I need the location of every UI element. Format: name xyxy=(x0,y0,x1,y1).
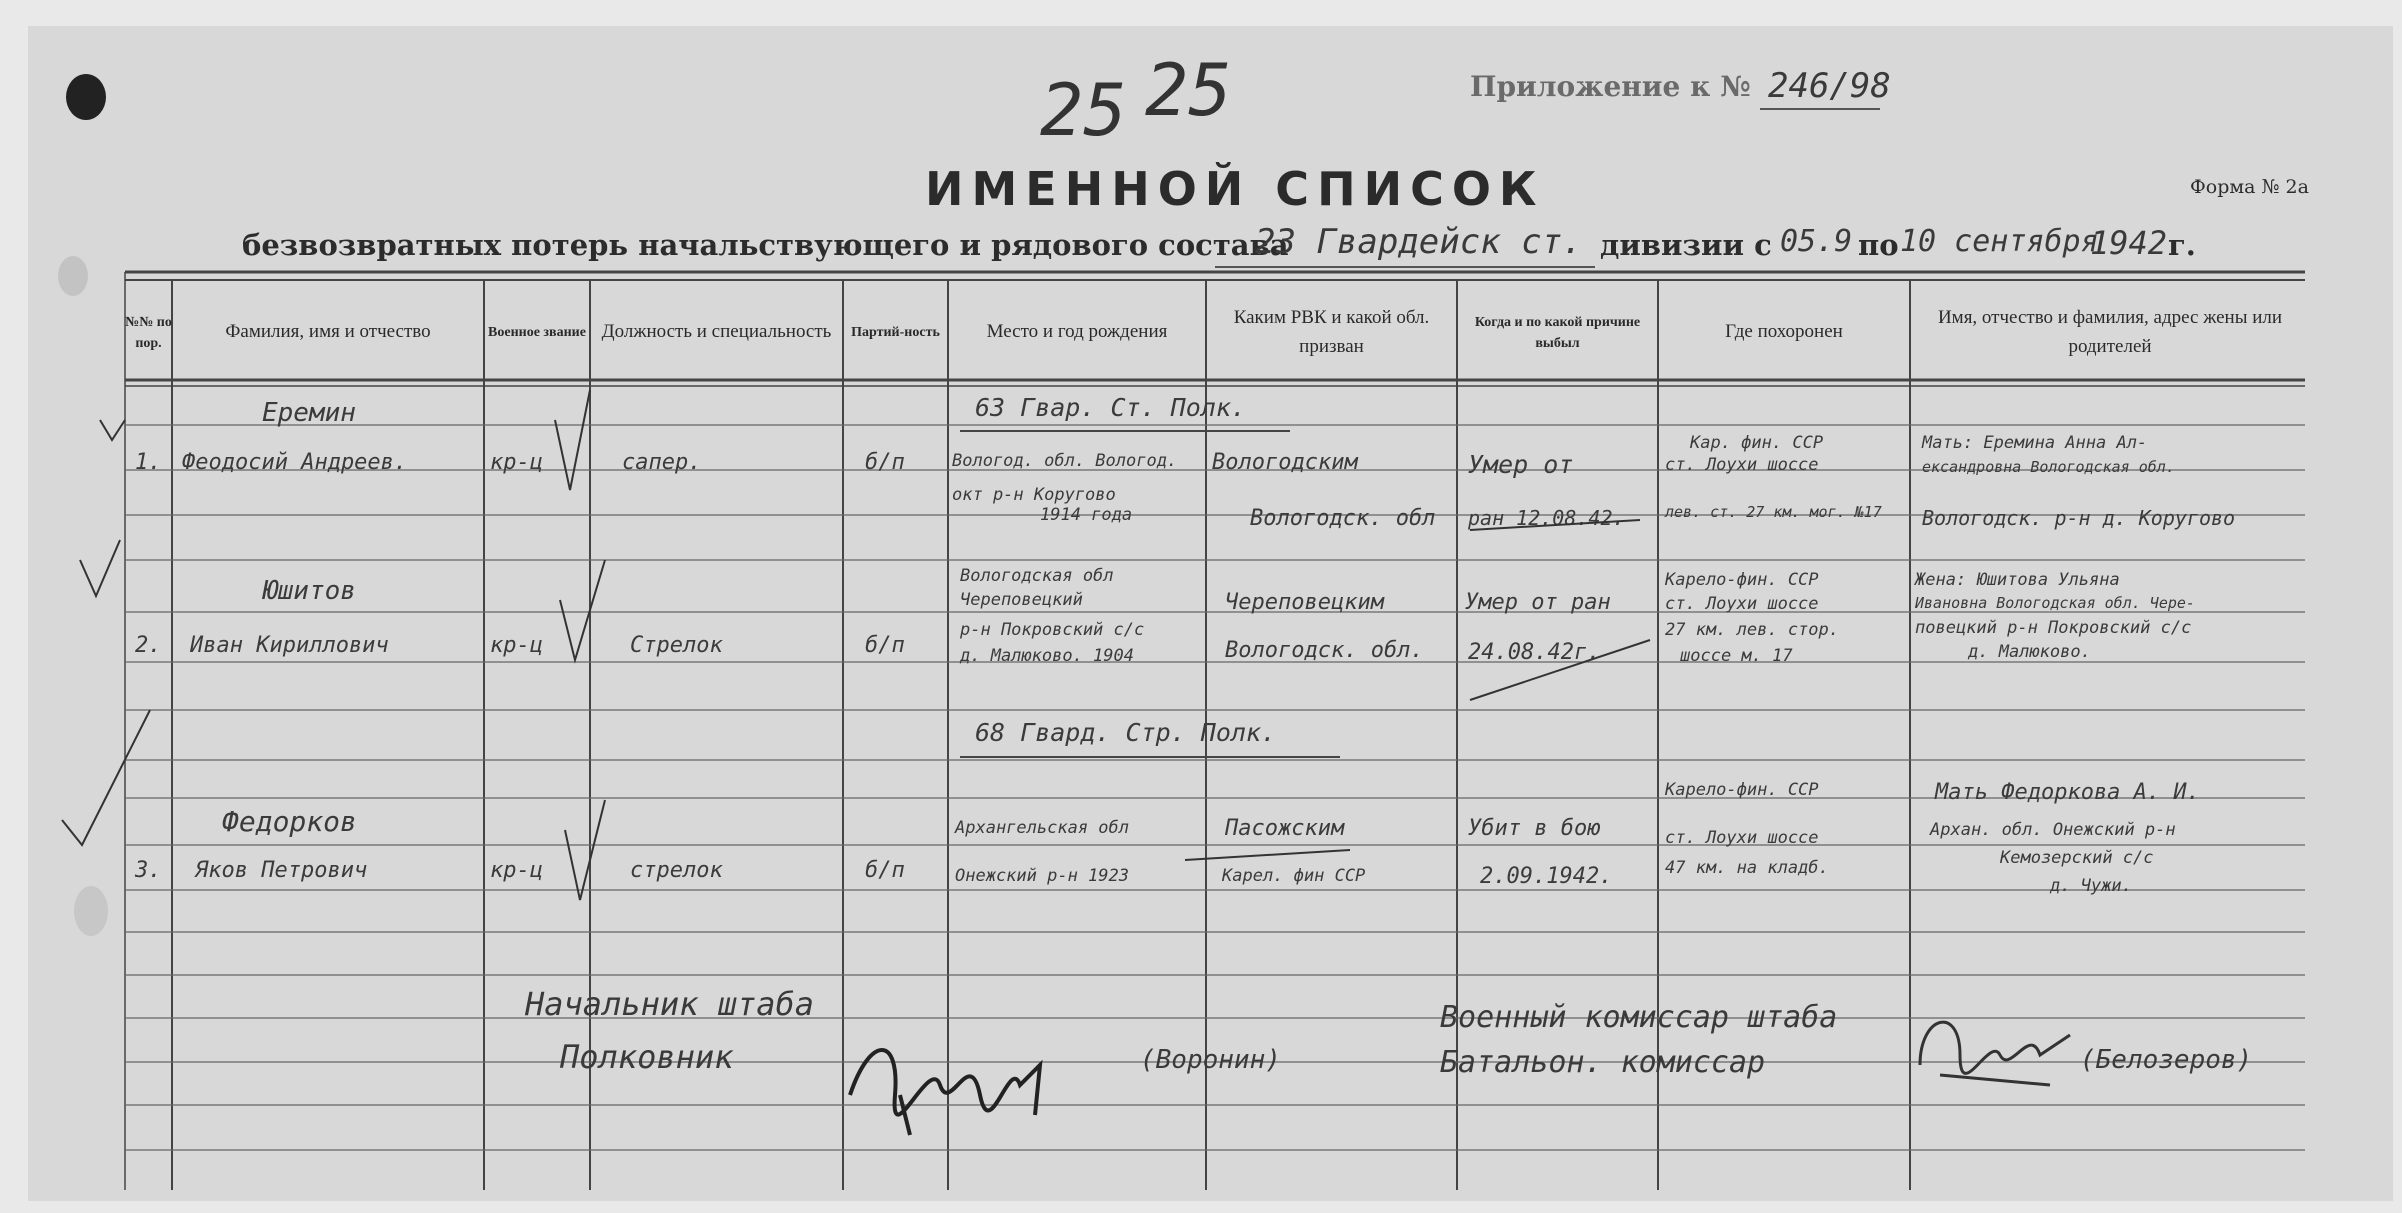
entry-party: б/п xyxy=(865,633,905,658)
entry-rvk-line: Вологодским xyxy=(1212,450,1358,475)
chief-title: Начальник штаба xyxy=(525,985,814,1023)
col-header-when: Когда и по какой причине выбыл xyxy=(1474,314,1641,351)
entry-number: 1. xyxy=(135,450,162,475)
entry-buried-line: лев. ст. 27 км. мог. №17 xyxy=(1665,503,1882,521)
entry-relatives-line: д. Чужи. xyxy=(2050,876,2132,896)
entry-party: б/п xyxy=(865,450,905,475)
entry-relatives-line: Вологодск. р-н д. Коругово xyxy=(1922,506,2236,530)
entry-rvk-line: Пасожским xyxy=(1225,816,1345,841)
entry-birth-line: 1914 года xyxy=(1040,505,1133,525)
subtitle-prefix: безвозвратных потерь начальствующего и рядового состава xyxy=(242,228,1289,262)
entry-birth-line: Онежский р-н 1923 xyxy=(955,866,1129,886)
entry-birth-line: р-н Покровский с/с xyxy=(960,620,1145,640)
entry-relatives-line: Кемозерский с/с xyxy=(2000,848,2154,868)
subtitle-division: дивизии с xyxy=(1600,228,1772,262)
entry-position: сапер. xyxy=(622,450,702,475)
commissar-signature xyxy=(1900,985,2100,1105)
entry-rvk-line: Вологодск. обл. xyxy=(1225,638,1424,663)
entry-buried-line: ст. Лоухи шоссе xyxy=(1665,828,1819,848)
entry-name: Феодосий Андреев. xyxy=(182,450,408,475)
commissar-name: (Белозеров) xyxy=(2080,1045,2253,1075)
entry-when-line: Убит в бою xyxy=(1468,816,1601,841)
entry-relatives-line: Архан. обл. Онежский р-н xyxy=(1930,820,2176,840)
appendix-label: Приложение к № xyxy=(1470,70,1751,103)
entry-rank: кр-ц xyxy=(490,450,543,475)
entry-relatives-line: ександровна Вологодская обл. xyxy=(1922,458,2175,476)
entry-surname: Еремин xyxy=(262,398,356,428)
entry-rvk-line: Череповецким xyxy=(1225,590,1384,615)
appendix-number: 246/98 xyxy=(1768,66,1891,106)
entry-number: 3. xyxy=(135,858,162,883)
entry-name: Яков Петрович xyxy=(195,858,368,883)
year-suffix: г. xyxy=(2168,228,2196,262)
entry-buried-line: 27 км. лев. стор. xyxy=(1665,620,1839,640)
entry-position: Стрелок xyxy=(630,633,723,658)
form-label: Форма № 2а xyxy=(2190,176,2309,198)
entry-relatives-line: Мать Федоркова А. И. xyxy=(1935,780,2200,805)
entry-number: 2. xyxy=(135,633,162,658)
entry-when-line: 2.09.1942. xyxy=(1480,864,1613,889)
entry-birth-line: Череповецкий xyxy=(960,590,1083,610)
entry-birth-line: д. Малюково. 1904 xyxy=(960,646,1134,666)
entry-relatives-line: Жена: Юшитова Ульяна xyxy=(1915,570,2120,590)
col-header-position: Должность и специальность xyxy=(601,321,832,343)
entry-party: б/п xyxy=(865,858,905,883)
entry-rvk-line: Вологодск. обл xyxy=(1250,506,1436,531)
document-title: ИМЕННОЙ СПИСОК xyxy=(925,162,1545,216)
subtitle-to: по xyxy=(1858,228,1899,262)
entry-birth-line: Вологод. обл. Вологод. xyxy=(952,451,1178,471)
commissar-rank: Батальон. комиссар xyxy=(1440,1045,1766,1080)
entry-buried-line: шоссе м. 17 xyxy=(1680,646,1793,666)
entry-relatives-line: Ивановна Вологодская обл. Чере- xyxy=(1915,594,2195,612)
unit-label-1: 63 Гвар. Ст. Полк. xyxy=(975,393,1246,422)
col-header-rank: Военное звание xyxy=(488,325,586,340)
entry-buried-line: Кар. фин. ССР xyxy=(1690,433,1824,453)
entry-birth-line: окт р-н Коругово xyxy=(952,485,1116,505)
entry-relatives-line: д. Малюково. xyxy=(1968,642,2091,662)
col-header-relatives: Имя, отчество и фамилия, адрес жены или родителей xyxy=(1937,307,2283,357)
entry-when-line: Умер от ран xyxy=(1465,590,1611,615)
entry-when-line: Умер от xyxy=(1468,450,1574,479)
entry-surname: Юшитов xyxy=(262,576,356,606)
entry-position: стрелок xyxy=(630,858,723,883)
col-header-number: №№ по пор. xyxy=(125,314,172,351)
stamp-number-2: 25 xyxy=(1145,48,1232,132)
entry-relatives-line: Мать: Еремина Анна Ал- xyxy=(1922,433,2148,453)
entry-buried-line: ст. Лоухи шоссе xyxy=(1665,455,1819,475)
date-to: 10 сентября xyxy=(1900,224,2099,259)
col-header-name: Фамилия, имя и отчество xyxy=(225,321,431,343)
entry-buried-line: 47 км. на кладб. xyxy=(1665,858,1829,878)
division-handwritten: 23 Гвардейск ст. xyxy=(1255,222,1583,262)
entry-birth-line: Архангельская обл xyxy=(955,818,1129,838)
entry-buried-line: Карело-фин. ССР xyxy=(1665,780,1819,800)
unit-label-2: 68 Гвард. Стр. Полк. xyxy=(975,718,1277,747)
entry-buried-line: Карело-фин. ССР xyxy=(1665,570,1819,590)
col-header-rvk: Каким РВК и какой обл. призван xyxy=(1233,307,1430,357)
entry-birth-line: Вологодская обл xyxy=(960,566,1114,586)
entry-buried-line: ст. Лоухи шоссе xyxy=(1665,594,1819,614)
entry-when-line: ран 12.08.42. xyxy=(1468,506,1625,530)
chief-rank: Полковник xyxy=(560,1038,734,1076)
entry-rank: кр-ц xyxy=(490,858,543,883)
chief-name: (Воронин) xyxy=(1140,1045,1281,1075)
col-header-birth: Место и год рождения xyxy=(986,321,1168,343)
entry-name: Иван Кириллович xyxy=(190,633,389,658)
year: 1942 xyxy=(2090,224,2168,262)
chief-signature xyxy=(840,1015,1120,1145)
col-header-party: Партий-ность xyxy=(851,325,940,340)
entry-relatives-line: повецкий р-н Покровский с/с xyxy=(1915,618,2192,638)
commissar-title: Военный комиссар штаба xyxy=(1440,1000,1838,1035)
entry-when-line: 24.08.42г. xyxy=(1468,640,1601,665)
col-header-buried: Где похоронен xyxy=(1725,321,1843,343)
stamp-number-1: 25 xyxy=(1040,68,1127,152)
date-from: 05.9 xyxy=(1780,224,1853,259)
entry-rvk-line: Карел. фин ССР xyxy=(1222,866,1366,886)
entry-surname: Федорков xyxy=(222,805,357,838)
entry-rank: кр-ц xyxy=(490,633,543,658)
